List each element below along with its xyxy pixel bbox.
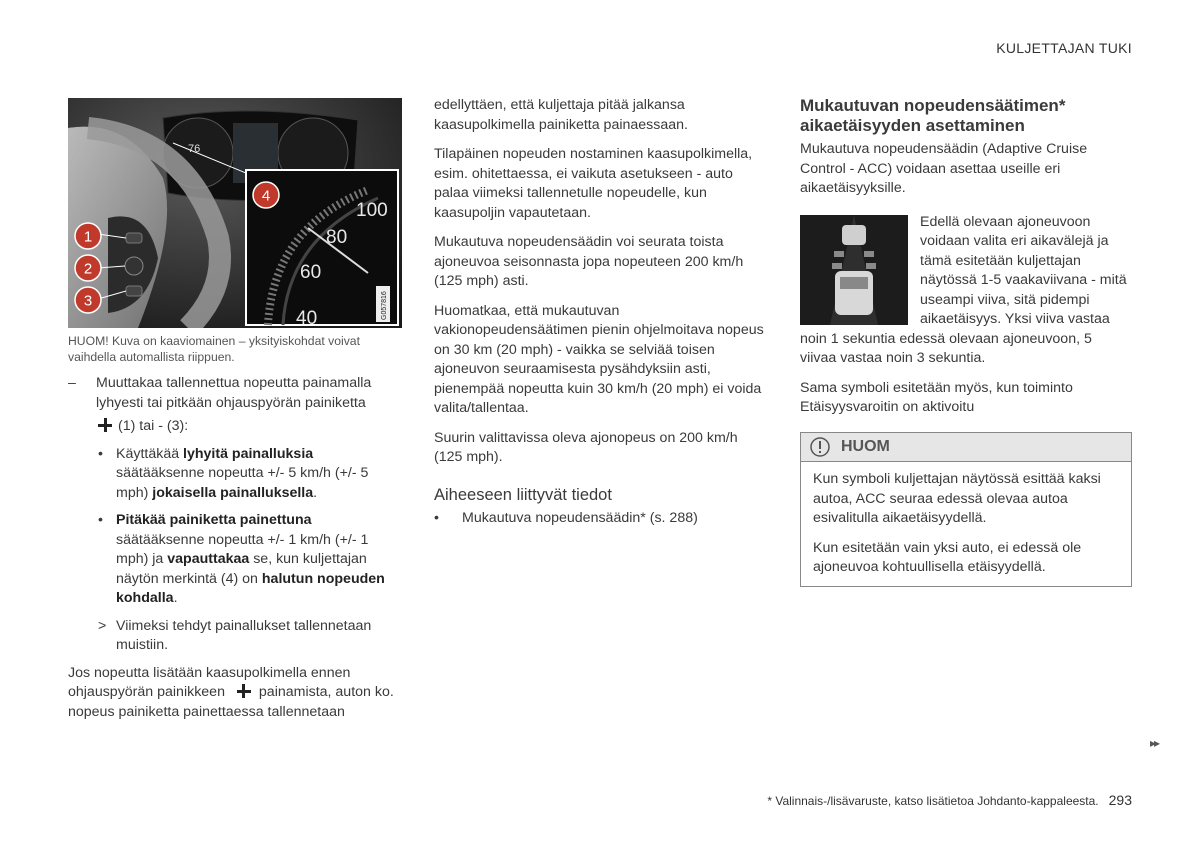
- paragraph: Mukautuva nopeudensäädin (Adaptive Cruise Control - ACC) voidaan asettaa useille eri aikaetäisyyksille.: [800, 141, 1088, 196]
- page-number: 293: [1108, 792, 1132, 808]
- paragraph: Suurin valittavissa oleva ajonopeus on 200 km/h (125 mph).: [434, 429, 738, 465]
- list-item: • Pitäkää painiketta painettuna säätääksenne nopeutta +/- 1 km/h (+/- 1 mph) ja vapauttakaa se, kun kuljettajan näytön merkintä (4) on halutun nopeuden kohdalla.: [98, 512, 385, 606]
- info-icon: [809, 436, 831, 458]
- plus-icon: [237, 684, 251, 698]
- paragraph: Huomatkaa, että mukautuvan vakionopeudensäätimen pienin ohjelmoitava nopeus on 30 km (20 mph) - vaikka se selviää toisen ajoneuvon seuraamisesta pysähdyksiin asti, pienempää nopeutta kuin 30 km/h (20 mph) ei voida valita/tallentaa.: [434, 302, 764, 416]
- image-code: G057816: [381, 291, 388, 320]
- speed-label-40: 40: [296, 308, 318, 328]
- plus-icon: [98, 418, 112, 432]
- note-paragraph: Kun symboli kuljettajan näytössä esittää kaksi autoa, ACC seuraa edessä olevaa autoa esivalitulla aikaetäisyydellä.: [813, 471, 1101, 526]
- note-paragraph: Kun esitetään vain yksi auto, ei edessä ole ajoneuvoa kohtuullisella etäisyydellä.: [813, 539, 1082, 575]
- footer: [767, 792, 1132, 808]
- speed-label-60: 60: [300, 262, 322, 283]
- related-link[interactable]: • Mukautuva nopeudensäädin* (s. 288): [434, 510, 698, 526]
- speed-label-100: 100: [356, 200, 388, 221]
- note-title: HUOM: [841, 438, 890, 455]
- column-3: [800, 96, 1130, 428]
- paragraph: Jos nopeutta lisätään kaasupolkimella ennen ohjauspyörän painikkeen painamista, auton ko. nopeus painiketta painettaessa tallennetaan: [68, 664, 394, 720]
- callout-4: 4: [261, 187, 271, 205]
- paragraph: edellyttäen, että kuljettaja pitää jalkansa kaasupolkimella painiketta painaessaan.: [434, 97, 688, 133]
- callout-1: 1: [83, 228, 93, 246]
- step-buttons: (1) tai - (3):: [118, 418, 189, 434]
- column-2: [434, 96, 764, 537]
- note-box: [800, 432, 1132, 587]
- paragraph: Tilapäinen nopeuden nostaminen kaasupolkimella, esim. ohitettaessa, ei vaikuta asetukseen - auto palaa viimeksi tallennetulle nopeudelle, kun kaasupoljin vapautetaan.: [434, 146, 753, 221]
- callout-2: 2: [83, 260, 93, 278]
- footer-note: * Valinnais-/lisävaruste, katso lisätietoa Johdanto-kappaleesta.: [767, 794, 1099, 808]
- steering-wheel-figure: [68, 98, 402, 328]
- note-header: [801, 433, 1131, 462]
- continue-arrow-icon: ▸▸: [1150, 736, 1159, 750]
- result-item: > Viimeksi tehdyt painallukset tallennetaan muistiin.: [98, 617, 372, 653]
- list-item: • Käyttäkää lyhyitä painalluksia säätääksenne nopeutta +/- 5 km/h (+/- 5 mph) jokaisella painalluksella.: [98, 445, 369, 501]
- section-title: Mukautuvan nopeudensäätimen* aikaetäisyyden asettaminen: [800, 96, 1066, 135]
- distance-symbol-image: [800, 215, 908, 325]
- paragraph: Edellä olevaan ajoneuvoon voidaan valita eri aikavälejä ja tämä esitetään kuljettajan näytössä 1-5 vaakaviivana - mitä useampi viiva, sitä pidempi aikaetäisyys. Yksi viiva vastaa noin 1 sekuntia edessä olevaan ajoneuvoon, 5 viivaa vastaa noin 3 sekuntia.: [800, 213, 1127, 366]
- section-header: KULJETTAJAN TUKI: [996, 40, 1132, 56]
- column-1: [68, 374, 398, 732]
- callout-3: 3: [83, 292, 93, 310]
- related-heading: Aiheeseen liittyvät tiedot: [434, 485, 612, 504]
- dial-speed-label: 76: [188, 143, 201, 155]
- paragraph: Mukautuva nopeudensäädin voi seurata toista ajoneuvoa seisonnasta jopa nopeuteen 200 km/h (125 mph) asti.: [434, 234, 744, 289]
- step-text: Muuttakaa tallennettua nopeutta painamalla lyhyesti tai pitkään ohjauspyörän painiketta: [96, 375, 372, 411]
- paragraph: Sama symboli esitetään myös, kun toiminto Etäisyysvaroitin on aktivoitu: [800, 379, 1073, 415]
- speed-label-80: 80: [326, 227, 348, 248]
- instruction-step: [68, 374, 398, 413]
- figure-caption: HUOM! Kuva on kaaviomainen – yksityiskohdat voivat vaihdella automallista riippuen.: [68, 334, 360, 364]
- step-marker: –: [68, 375, 76, 391]
